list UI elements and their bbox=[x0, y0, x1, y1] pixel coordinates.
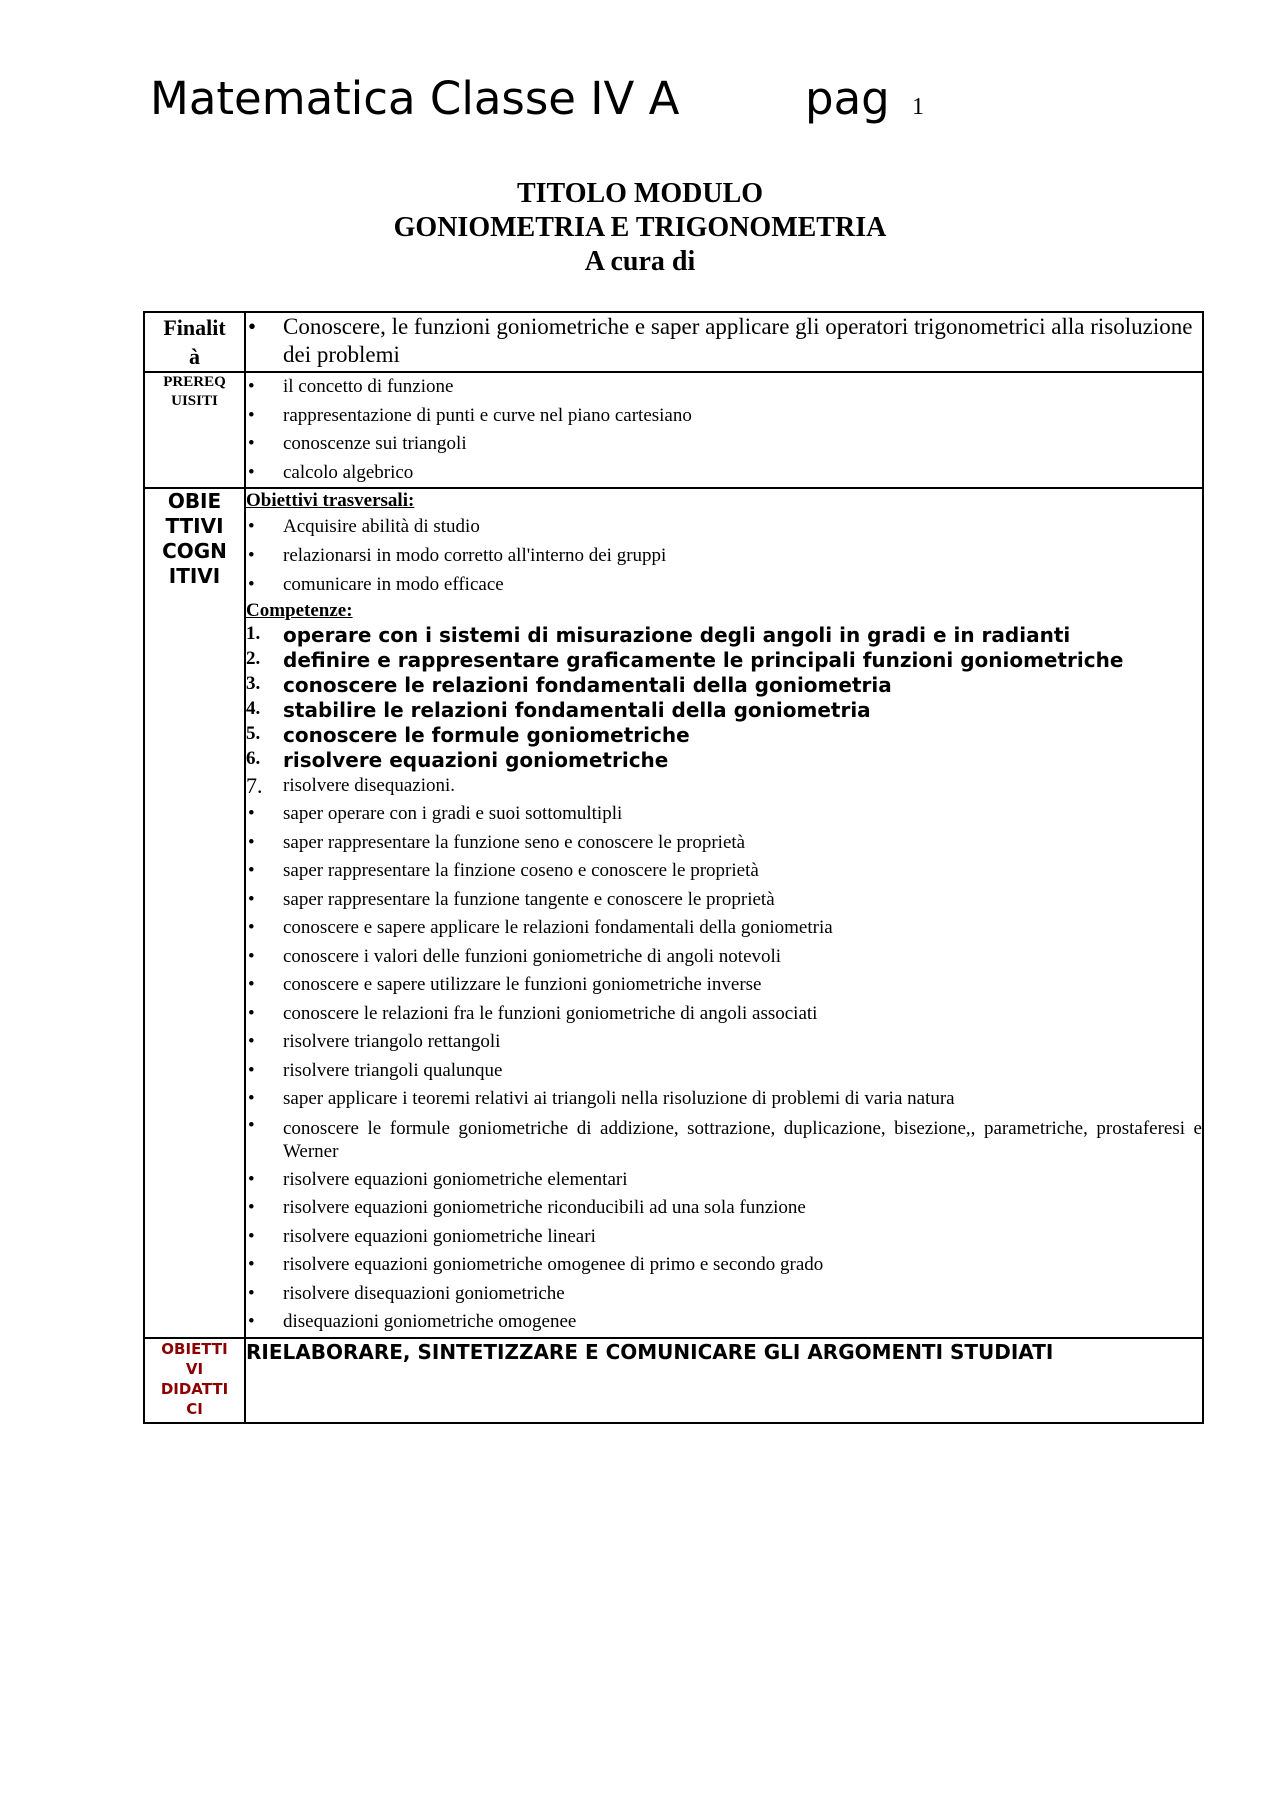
competenza-item bbox=[246, 747, 1202, 772]
competenza-text: conoscere le formule goniometriche bbox=[283, 723, 690, 747]
abilita-item: • risolvere equazioni goniometriche lineari bbox=[246, 1223, 1202, 1252]
row-prerequisiti bbox=[144, 372, 1203, 488]
competenze-list bbox=[246, 622, 1202, 800]
prerequisito-item: • conoscenze sui triangoli bbox=[246, 430, 1202, 459]
abilita-list bbox=[246, 800, 1202, 1337]
competenza-number: 3. bbox=[246, 673, 261, 694]
abilita-item: • conoscere i valori delle funzioni goniometriche di angoli notevoli bbox=[246, 943, 1202, 972]
competenza-number: 1. bbox=[246, 623, 261, 644]
abilita-item: • risolvere equazioni goniometriche elementari bbox=[246, 1166, 1202, 1195]
prerequisito-item: • calcolo algebrico bbox=[246, 459, 1202, 488]
competenza-number: 4. bbox=[246, 698, 261, 719]
abilita-item: • risolvere equazioni goniometriche riconducibili ad una sola funzione bbox=[246, 1194, 1202, 1223]
module-table bbox=[143, 311, 1204, 1424]
competenza-text: risolvere disequazioni. bbox=[283, 775, 456, 796]
abilita-item: • conoscere le relazioni fra le funzioni goniometriche di angoli associati bbox=[246, 1000, 1202, 1029]
abilita-item: • disequazioni goniometriche omogenee bbox=[246, 1308, 1202, 1337]
label-obiettivi-didattici: OBIETTI VI DIDATTI CI bbox=[144, 1338, 245, 1423]
page-header bbox=[150, 72, 924, 125]
obiettivo-trasversale-item: • relazionarsi in modo corretto all'interno dei gruppi bbox=[246, 541, 1202, 570]
abilita-item: • risolvere disequazioni goniometriche bbox=[246, 1280, 1202, 1309]
page-number: 1 bbox=[912, 94, 924, 120]
competenza-number: 7. bbox=[246, 773, 263, 798]
abilita-item: • saper rappresentare la funzione tangente e conoscere le proprietà bbox=[246, 886, 1202, 915]
competenza-item bbox=[246, 697, 1202, 722]
abilita-item: • saper applicare i teoremi relativi ai triangoli nella risoluzione di problemi di varia natura bbox=[246, 1085, 1202, 1114]
competenza-text: stabilire le relazioni fondamentali della goniometria bbox=[283, 698, 871, 722]
abilita-item: • conoscere e sapere applicare le relazioni fondamentali della goniometria bbox=[246, 914, 1202, 943]
module-author: A cura di bbox=[584, 246, 696, 277]
competenza-number: 6. bbox=[246, 748, 261, 769]
finalita-item: • Conoscere, le funzioni goniometriche e saper applicare gli operatori trigonometrici alla risoluzione dei problemi bbox=[246, 313, 1202, 369]
obiettivi-trasversali-heading: Obiettivi trasversali: bbox=[246, 490, 415, 511]
competenza-item bbox=[246, 722, 1202, 747]
competenza-item bbox=[246, 622, 1202, 647]
finalita-content bbox=[245, 312, 1203, 372]
row-obiettivi-didattici bbox=[144, 1338, 1203, 1423]
competenza-item bbox=[246, 647, 1202, 672]
obiettivo-trasversale-item: • comunicare in modo efficace bbox=[246, 570, 1202, 599]
obiettivi-trasversali-list bbox=[246, 512, 1202, 599]
abilita-item: • risolvere triangolo rettangoli bbox=[246, 1028, 1202, 1057]
module-title-label: TITOLO MODULO bbox=[516, 178, 764, 209]
label-obiettivi-cognitivi: OBIE TTIVI COGN ITIVI bbox=[144, 488, 245, 1338]
page-label: pag bbox=[805, 72, 890, 125]
competenza-item bbox=[246, 772, 1202, 800]
prerequisiti-content bbox=[245, 372, 1203, 488]
abilita-item: • conoscere le formule goniometriche di addizione, sottrazione, duplicazione, bisezione,, parametriche, prostaferesi e Werner bbox=[246, 1114, 1202, 1166]
abilita-item: • conoscere e sapere utilizzare le funzioni goniometriche inverse bbox=[246, 971, 1202, 1000]
obiettivo-trasversale-item: • Acquisire abilità di studio bbox=[246, 512, 1202, 541]
abilita-item: • saper operare con i gradi e suoi sottomultipli bbox=[246, 800, 1202, 829]
finalita-list bbox=[246, 313, 1202, 369]
abilita-item: • risolvere triangoli qualunque bbox=[246, 1057, 1202, 1086]
module-title: GONIOMETRIA E TRIGONOMETRIA bbox=[393, 212, 887, 243]
competenza-text: risolvere equazioni goniometriche bbox=[283, 748, 669, 772]
competenza-text: operare con i sistemi di misurazione degli angoli in gradi e in radianti bbox=[283, 623, 1071, 647]
prerequisito-item: • il concetto di funzione bbox=[246, 373, 1202, 402]
row-finalita bbox=[144, 312, 1203, 372]
document-title: Matematica Classe IV A bbox=[150, 72, 680, 125]
abilita-item: • saper rappresentare la funzione seno e conoscere le proprietà bbox=[246, 829, 1202, 858]
competenza-number: 2. bbox=[246, 648, 261, 669]
competenza-number: 5. bbox=[246, 723, 261, 744]
obiettivi-cognitivi-content bbox=[245, 488, 1203, 1338]
competenza-item bbox=[246, 672, 1202, 697]
prerequisiti-list bbox=[246, 373, 1202, 487]
competenza-text: conoscere le relazioni fondamentali della goniometria bbox=[283, 673, 892, 697]
obiettivi-didattici-content: RIELABORARE, SINTETIZZARE E COMUNICARE GLI ARGOMENTI STUDIATI bbox=[245, 1338, 1203, 1423]
module-title-block bbox=[140, 177, 1140, 279]
abilita-item: • saper rappresentare la finzione coseno e conoscere le proprietà bbox=[246, 857, 1202, 886]
label-prerequisiti: PREREQ UISITI bbox=[144, 372, 245, 488]
competenze-heading: Competenze: bbox=[246, 600, 353, 621]
abilita-item: • risolvere equazioni goniometriche omogenee di primo e secondo grado bbox=[246, 1251, 1202, 1280]
label-finalita: Finalit à bbox=[144, 312, 245, 372]
prerequisito-item: • rappresentazione di punti e curve nel piano cartesiano bbox=[246, 402, 1202, 431]
competenza-text: definire e rappresentare graficamente le principali funzioni goniometriche bbox=[283, 648, 1124, 672]
row-obiettivi-cognitivi bbox=[144, 488, 1203, 1338]
